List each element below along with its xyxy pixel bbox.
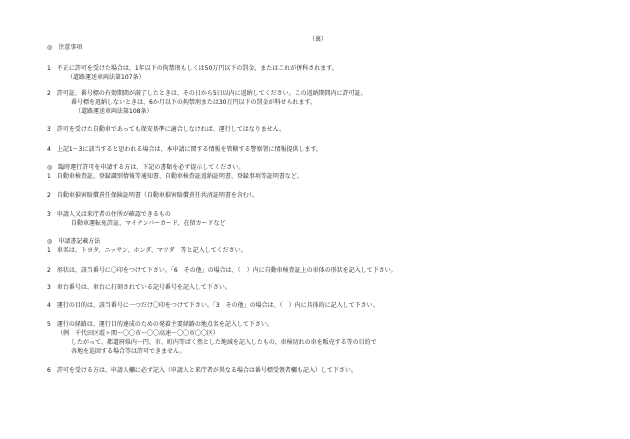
notes-item-1-law: （道路運送車両法第107条） xyxy=(67,74,145,81)
method-item-3: 3 車台番号は、車台に打刻されている記号番号を記入して下さい。 xyxy=(47,284,231,291)
documents-item-2: 2 自動車損害賠償責任保険証明書（自動車損害賠償責任共済証明書を含む）。 xyxy=(47,192,258,199)
notes-item-3: 3 許可を受けた自動車であっても保安基準に適合しなければ、運行してはなりません。 xyxy=(47,126,286,133)
method-item-6: 6 許可を受ける方は、申請人欄に必ず記入（申請人と来庁者が異なる場合は番号標受領者欄も記入）して下さい。 xyxy=(47,367,357,374)
documents-item-1: 1 自動車検査証、登録識別情報等通知書、自動車検査証返納証明書、登録事項等証明書など。 xyxy=(47,173,303,180)
method-item-1: 1 車名は、トヨタ、ニッサン、ホンダ、マツダ 等と記入してください。 xyxy=(47,247,247,254)
notes-item-2: 2 許可証、番号標の有効期間が満了したときは、その日から5日以内に返納してください。この返納期間内に許可証、 xyxy=(47,90,367,97)
method-item-5: 5 運行の経路は、運行目的達成のための発着主要経路の地点名を記入して下さい。 xyxy=(47,321,273,328)
notes-item-4: 4 上記1～3に該当すると思われる場合は、本申請に関する情報を管轄する警察署に情報提供します。 xyxy=(47,146,322,153)
notes-item-2-cont: 番号標を返納しないときは、6か月以下の拘禁刑または30万円以下の罰金が科せられます。 xyxy=(71,99,316,106)
method-item-4: 4 運行の目的は、該当番号に一つだけ〇印をつけて下さい。「3 その他」の場合は、（ ）内に具体的に記入して下さい。 xyxy=(47,302,379,309)
notes-heading: ◎ 注意事項 xyxy=(47,44,83,51)
documents-item-3-examples: 自動車運転免許証、マイナンバーカード、在留カードなど xyxy=(71,220,226,227)
notes-item-1: 1 不正に許可を受けた場合は、1年以下の拘禁刑もしくは50万円以下の罰金、またはこれが併科されます。 xyxy=(47,65,338,72)
documents-item-3: 3 申請人又は来庁者の住所が確認できるもの xyxy=(47,211,171,218)
documents-heading: ◎ 臨時運行許可を申請する方は、下記の書類を必ず提示してください。 xyxy=(47,164,245,171)
method-heading: ◎ 申請書記載方法 xyxy=(47,238,101,245)
method-item-2: 2 形状は、該当番号に〇印をつけて下さい。「6 その他」の場合は、（ ）内に自動車検査証上の車体の形状を記入して下さい。 xyxy=(47,267,397,274)
page-side-label: （裏） xyxy=(309,36,328,43)
method-item-5-note-cont: 各地を巡回する場合等は許可できません。 xyxy=(71,348,186,355)
method-item-5-example: （例 千代田区霞ヶ関～〇〇市～〇〇高速～〇〇市〇〇区） xyxy=(57,330,220,337)
method-item-5-note: したがって、都道府県内一円、市、町内等ばく然とした地域を記入したもの、車検切れの車を販売する等の目的で xyxy=(71,339,377,346)
notes-item-2-law: （道路運送車両法第108条） xyxy=(75,108,153,115)
